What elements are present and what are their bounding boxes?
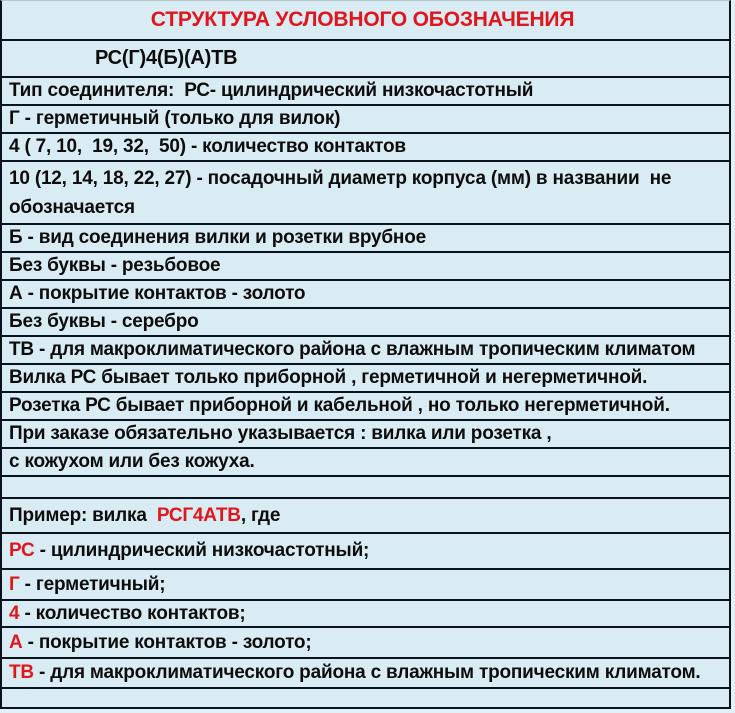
example-header-row-text (9, 502, 280, 530)
plug-note-row-text (9, 365, 647, 392)
order-note-row-2-text (9, 449, 255, 476)
body-diameter-row (2, 162, 729, 225)
highlighted-text-segment: РСГ4АТВ (156, 504, 241, 526)
text-segment: - покрытие контактов - золото; (22, 631, 312, 653)
connection-kind-row (2, 225, 729, 253)
example-a-row (2, 628, 729, 659)
example-tv-row-text (9, 659, 701, 687)
gold-plating-row-text (9, 281, 305, 308)
plug-note-row (2, 365, 729, 393)
bottom-spacer-row (2, 689, 729, 707)
text-segment: 4 ( 7, 10, 19, 32, 50) - количество контактов (9, 136, 406, 158)
text-segment: Пример: вилка (9, 504, 157, 526)
gold-plating-row (2, 281, 729, 309)
text-segment: Б - вид соединения вилки и розетки врубное (9, 227, 426, 249)
title-row-text (151, 5, 574, 35)
tropical-climate-row-text (9, 337, 695, 364)
highlighted-text-segment: РС (9, 540, 35, 562)
highlighted-text-segment: ТВ (9, 662, 34, 684)
text-segment: с кожухом или без кожуха. (9, 451, 255, 473)
no-letter-threaded-row-text (9, 253, 220, 280)
no-letter-silver-row (2, 309, 729, 337)
text-segment: Розетка РС бывает приборной и кабельной , но только негерметичной. (9, 395, 670, 417)
example-4-row (2, 601, 729, 628)
socket-note-row-text (9, 393, 670, 420)
contacts-count-row-text (9, 134, 406, 161)
example-g-row (2, 570, 729, 601)
order-note-row-1 (2, 421, 729, 449)
hermetic-row (2, 106, 729, 134)
text-segment: 10 (12, 14, 18, 22, 27) - посадочный диаметр корпуса (мм) в названии не обозначается (9, 167, 672, 218)
designation-formula-row (2, 41, 729, 78)
example-a-row-text (9, 629, 311, 657)
text-segment: - для макроклиматического района с влажным тропическим климатом. (33, 662, 701, 684)
body-diameter-row-text (9, 164, 671, 222)
contacts-count-row (2, 134, 729, 162)
highlighted-text-segment: А (9, 631, 23, 653)
example-tv-row (2, 659, 729, 689)
highlighted-text-segment: 4 (9, 602, 20, 624)
hermetic-row-text (9, 106, 340, 133)
example-rs-row (2, 534, 729, 570)
text-segment: Без буквы - резьбовое (9, 255, 221, 277)
text-segment: Тип соединителя: РС- цилиндрический низкочастотный (9, 80, 534, 102)
tropical-climate-row (2, 337, 729, 365)
text-segment: РС(Г)4(Б)(А)ТВ (95, 47, 238, 69)
example-header-row (2, 499, 729, 534)
example-g-row-text (9, 571, 165, 599)
text-segment: , где (240, 504, 281, 526)
text-segment: ТВ - для макроклиматического района с влажным тропическим климатом (9, 339, 696, 361)
connector-type-row (2, 78, 729, 106)
no-letter-silver-row-text (9, 309, 199, 336)
example-rs-row-text (9, 537, 369, 565)
text-segment: - цилиндрический низкочастотный; (34, 540, 370, 562)
highlighted-text-segment: Г (9, 573, 20, 595)
title-row (2, 1, 729, 41)
text-segment: Без буквы - серебро (9, 311, 199, 333)
order-note-row-1-text (9, 421, 551, 448)
connector-type-row-text (9, 78, 533, 105)
text-segment: А - покрытие контактов - золото (9, 283, 306, 305)
text-segment: Вилка РС бывает только приборной , герметичной и негерметичной. (9, 367, 648, 389)
socket-note-row (2, 393, 729, 421)
example-4-row-text (9, 601, 246, 627)
connection-kind-row-text (9, 225, 426, 252)
text-segment: - количество контактов; (19, 602, 246, 624)
order-note-row-2 (2, 449, 729, 477)
designation-formula-row-text (95, 44, 237, 73)
no-letter-threaded-row (2, 253, 729, 281)
highlighted-text-segment: СТРУКТУРА УСЛОВНОГО ОБОЗНАЧЕНИЯ (150, 7, 575, 31)
text-segment: - герметичный; (19, 573, 166, 595)
text-segment: Г - герметичный (только для вилок) (9, 108, 341, 130)
text-segment: При заказе обязательно указывается : вилка или розетка , (9, 423, 552, 445)
spacer-row (2, 477, 729, 499)
